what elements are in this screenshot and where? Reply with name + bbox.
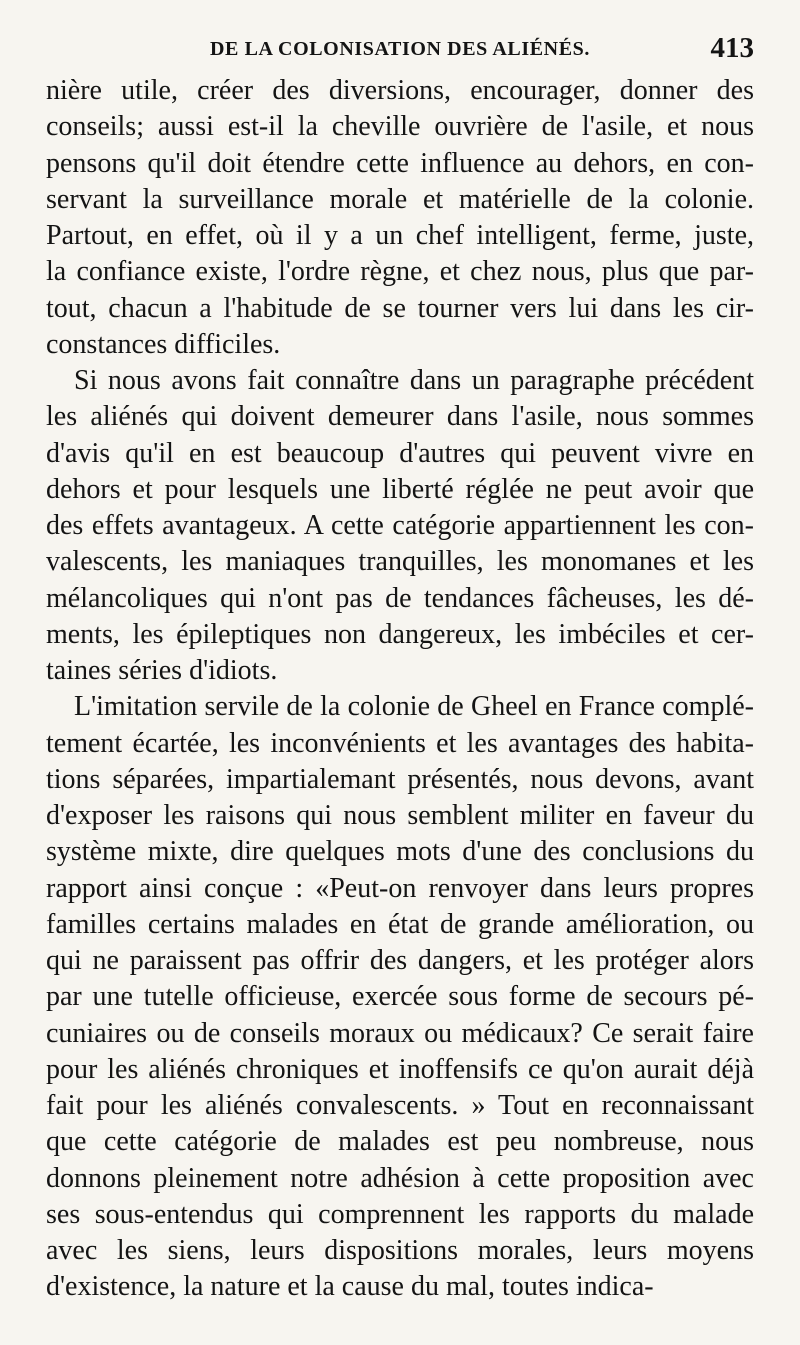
text-line: des effets avantageux. A cette catégorie appartiennent les con- [46, 510, 754, 541]
text-line: fait pour les aliénés convalescents. » Tout en reconnaissant [46, 1090, 754, 1121]
text-line: tout, chacun a l'habitude de se tourner vers lui dans les cir- [46, 292, 754, 324]
text-line: par une tutelle officieuse, exercée sous forme de secours pé- [46, 981, 754, 1013]
text-line: servant la surveillance morale et matérielle de la colonie. [46, 183, 754, 215]
text-line: système mixte, dire quelques mots d'une des conclusions du [46, 836, 754, 868]
text-line: ses sous-entendus qui comprennent les rapports du malade [46, 1198, 754, 1230]
text-line: qui ne paraissent pas offrir des dangers, et les protéger alors [46, 945, 754, 976]
text-line: d'avis qu'il en est beaucoup d'autres qui peuvent vivre en [46, 437, 754, 469]
text-line: valescents, les maniaques tranquilles, les monomanes et les [46, 546, 754, 578]
text-line: tement écartée, les inconvénients et les avantages des habita- [46, 727, 754, 759]
text-line: cuniaires ou de conseils moraux ou médicaux? Ce serait faire [46, 1017, 754, 1049]
running-title: DE LA COLONISATION DES ALIÉNÉS. [209, 38, 590, 60]
text-line: dehors et pour lesquels une liberté réglée ne peut avoir que [46, 473, 754, 505]
text-line: donnons pleinement notre adhésion à cette proposition avec [46, 1162, 754, 1194]
page-number: 413 [710, 32, 754, 64]
text-line: d'existence, la nature et la cause du mal, toutes indica- [46, 1271, 654, 1303]
text-line: taines séries d'idiots. [46, 655, 278, 686]
text-line: L'imitation servile de la colonie de Gheel en France complé- [74, 691, 754, 723]
text-line: la confiance existe, l'ordre règne, et chez nous, plus que par- [46, 256, 754, 288]
text-line: les aliénés qui doivent demeurer dans l'asile, nous sommes [46, 401, 754, 433]
body-text [46, 73, 754, 1306]
running-head [46, 30, 754, 70]
text-line: que cette catégorie de malades est peu nombreuse, nous [46, 1126, 754, 1158]
text-line: tions séparées, impartialemant présentés, nous devons, avant [46, 763, 754, 795]
text-line: ments, les épileptiques non dangereux, les imbéciles et cer- [46, 618, 754, 650]
text-line: Partout, en effet, où il y a un chef intelligent, ferme, juste, [46, 220, 754, 251]
text-line: conseils; aussi est-il la cheville ouvrière de l'asile, et nous [46, 111, 754, 143]
text-line: avec les siens, leurs dispositions morales, leurs moyens [46, 1235, 754, 1266]
text-line: constances difficiles. [46, 328, 281, 360]
text-line: pensons qu'il doit étendre cette influence au dehors, en con- [46, 147, 754, 179]
text-line: nière utile, créer des diversions, encourager, donner des [46, 75, 754, 106]
text-line: d'exposer les raisons qui nous semblent militer en faveur du [46, 800, 754, 831]
text-line: pour les aliénés chroniques et inoffensifs ce qu'on aurait déjà [46, 1053, 754, 1085]
text-line: familles certains malades en état de grande amélioration, ou [46, 908, 754, 940]
text-line: rapport ainsi conçue : «Peut-on renvoyer dans leurs propres [46, 872, 754, 904]
text-line: Si nous avons fait connaître dans un paragraphe précédent [74, 365, 754, 396]
text-line: mélancoliques qui n'ont pas de tendances fâcheuses, les dé- [46, 582, 754, 614]
